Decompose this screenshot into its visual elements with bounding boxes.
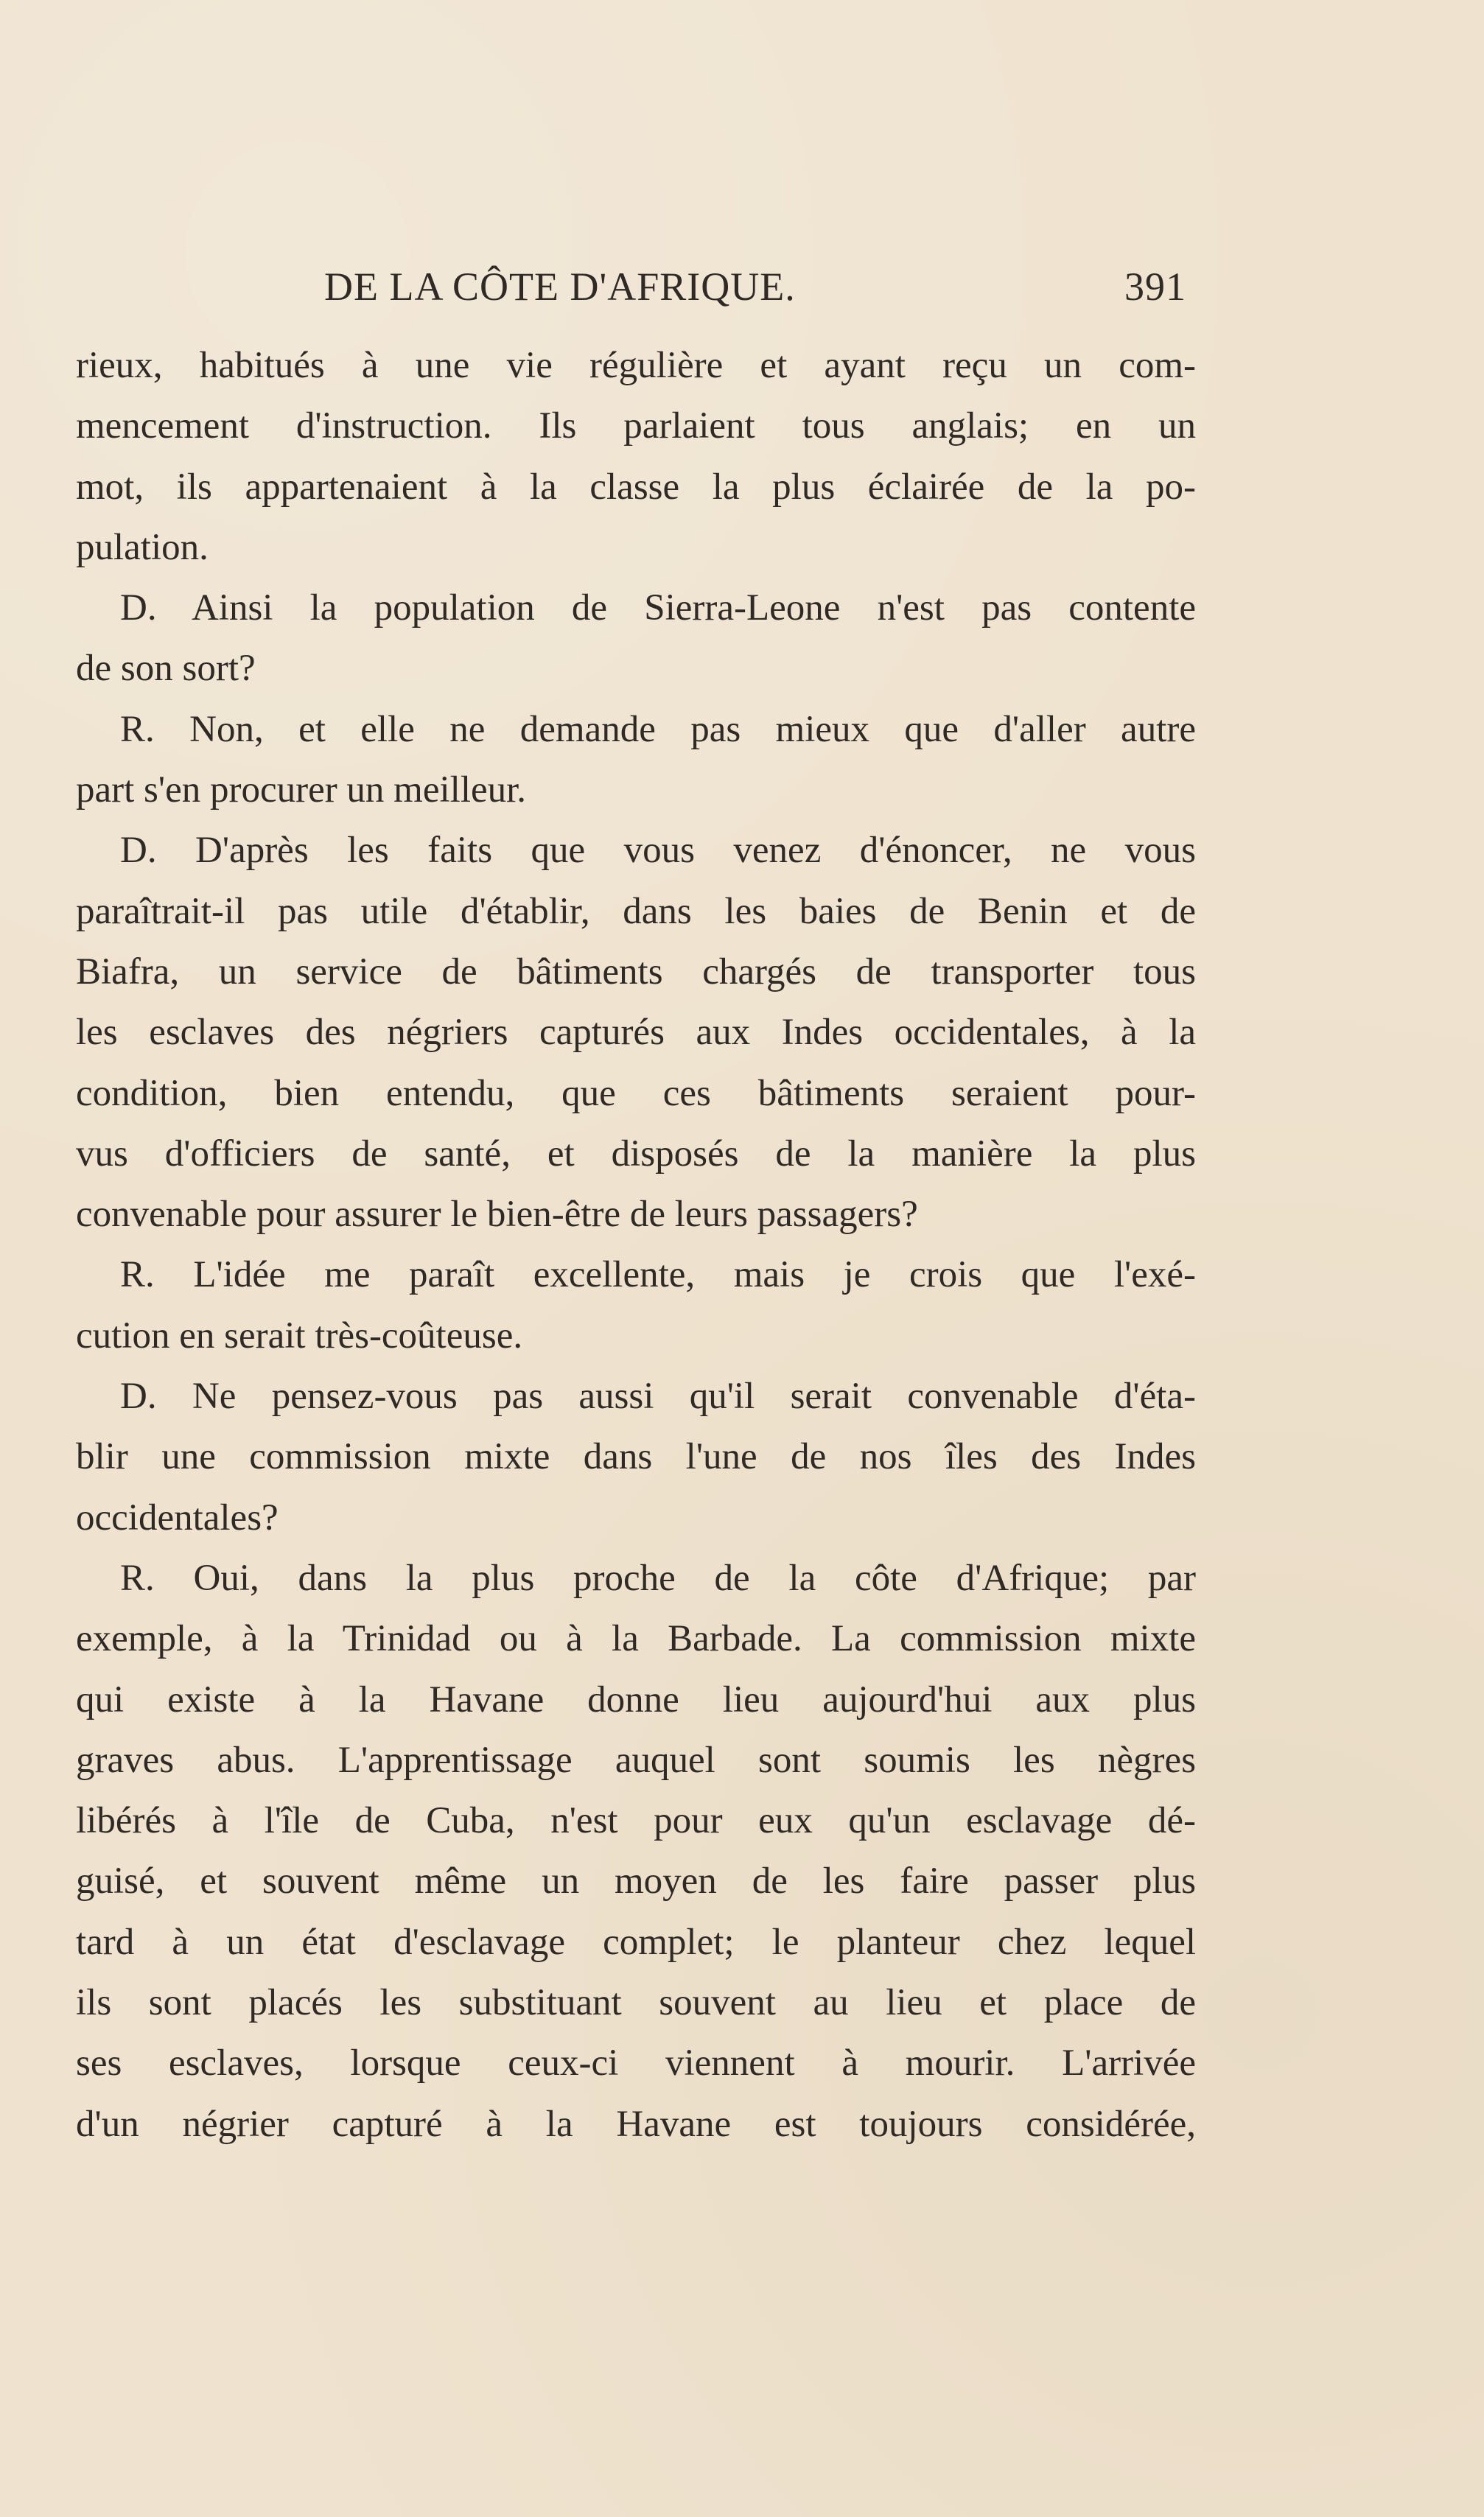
text-line: R. Oui, dans la plus proche de la côte d'Afrique; par (120, 1557, 1196, 1599)
text-line: part s'en procurer un meilleur. (76, 769, 527, 811)
text-line: qui existe à la Havane donne lieu aujourd'hui aux plus (76, 1678, 1196, 1720)
text-line: exemple, à la Trinidad ou à la Barbade. La commission mixte (76, 1618, 1196, 1660)
text-line: Biafra, un service de bâtiments chargés de transporter tous (76, 951, 1196, 993)
text-line: pulation. (76, 526, 209, 568)
text-line: convenable pour assurer le bien-être de leurs passagers? (76, 1194, 918, 1236)
text-line: ils sont placés les substituant souvent au lieu et place de (76, 1982, 1196, 2024)
text-line: R. Non, et elle ne demande pas mieux que d'aller autre (120, 708, 1196, 750)
page-number: 391 (1124, 265, 1186, 309)
text-line: les esclaves des négriers capturés aux Indes occidentales, à la (76, 1012, 1196, 1054)
text-line: de son sort? (76, 648, 256, 690)
text-line: cution en serait très-coûteuse. (76, 1314, 523, 1356)
text-line: D. Ne pensez-vous pas aussi qu'il serait convenable d'éta- (120, 1376, 1196, 1418)
text-line: mot, ils appartenaient à la classe la plus éclairée de la po- (76, 466, 1196, 508)
text-line: libérés à l'île de Cuba, n'est pour eux qu'un esclavage dé- (76, 1800, 1196, 1842)
text-line: d'un négrier capturé à la Havane est toujours considérée, (76, 2103, 1196, 2145)
body-text (76, 335, 1196, 2154)
text-line: paraîtrait-il pas utile d'établir, dans les baies de Benin et de (76, 890, 1196, 932)
text-line: blir une commission mixte dans l'une de nos îles des Indes (76, 1436, 1196, 1478)
text-line: graves abus. L'apprentissage auquel sont soumis les nègres (76, 1739, 1196, 1781)
text-line: guisé, et souvent même un moyen de les faire passer plus (76, 1860, 1196, 1902)
text-line: vus d'officiers de santé, et disposés de la manière la plus (76, 1133, 1196, 1175)
text-line: R. L'idée me paraît excellente, mais je crois que l'exé- (120, 1254, 1196, 1296)
page-header (324, 264, 1186, 323)
text-line: mencement d'instruction. Ils parlaient tous anglais; en un (76, 405, 1196, 447)
text-line: condition, bien entendu, que ces bâtiments seraient pour- (76, 1072, 1196, 1114)
text-line: occidentales? (76, 1496, 279, 1538)
text-line: D. D'après les faits que vous venez d'énoncer, ne vous (120, 830, 1196, 872)
text-line: rieux, habitués à une vie régulière et ayant reçu un com- (76, 345, 1196, 386)
text-line: ses esclaves, lorsque ceux-ci viennent à mourir. L'arrivée (76, 2042, 1196, 2084)
text-line: D. Ainsi la population de Sierra-Leone n'est pas contente (120, 587, 1196, 629)
running-head: DE LA CÔTE D'AFRIQUE. (324, 265, 796, 309)
text-line: tard à un état d'esclavage complet; le planteur chez lequel (76, 1921, 1196, 1963)
